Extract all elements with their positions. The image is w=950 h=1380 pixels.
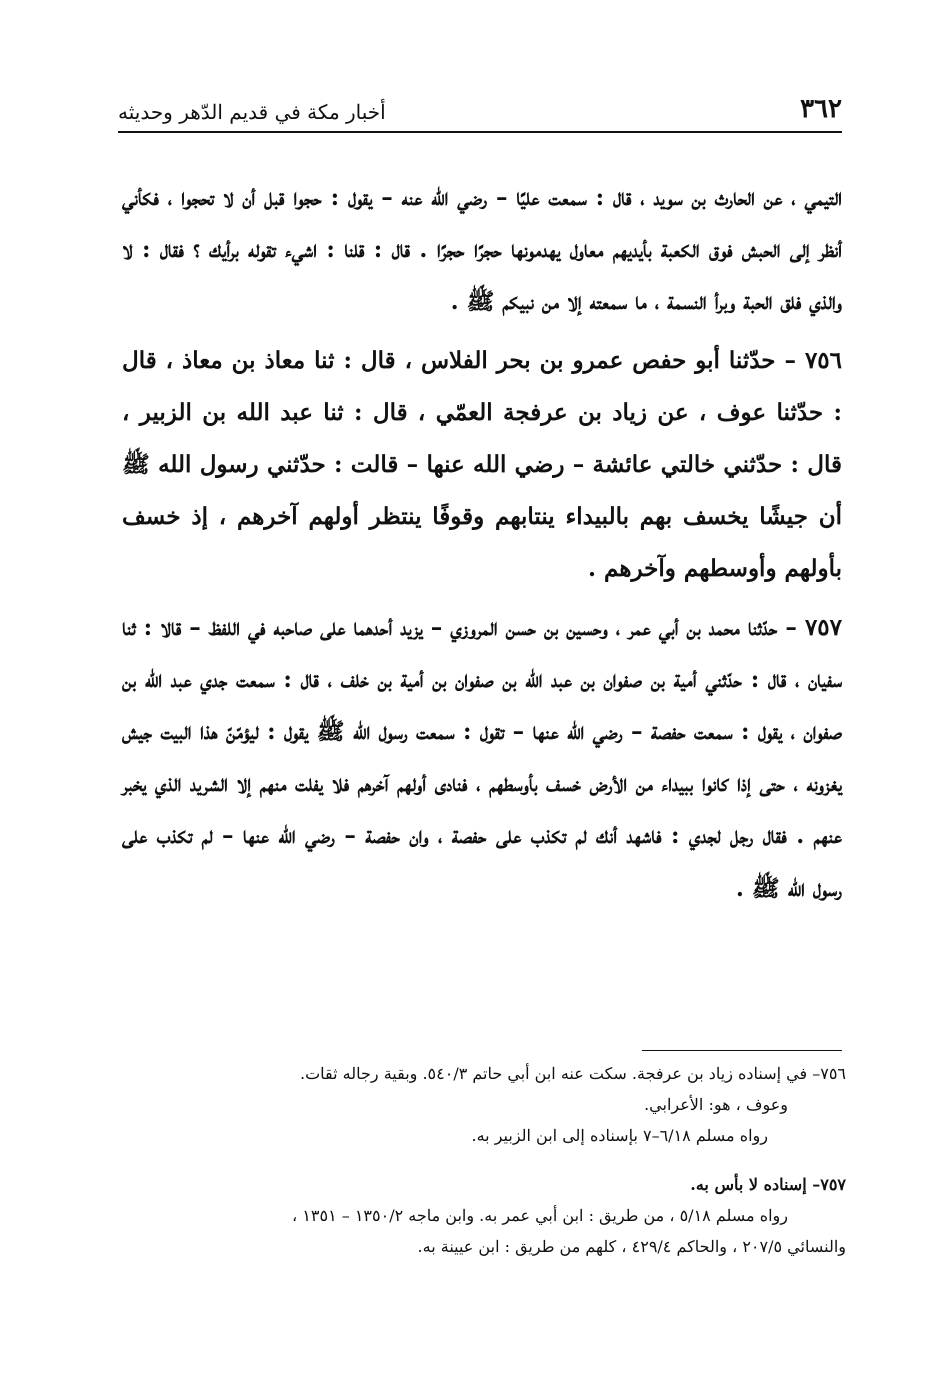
page-number: ٣٦٢ bbox=[800, 94, 842, 124]
footnote-756-line-1: ٧٥٦– في إسناده زياد بن عرفجة. سكت عنه ابن أبي حاتم ٥٤٠/٣. وبقية رجاله ثقات. bbox=[300, 1064, 846, 1083]
footnote-756-line-3: رواه مسلم ٦/١٨–٧ بإسناده إلى ابن الزبير به. bbox=[471, 1126, 768, 1145]
footnote-757-line-3: والنسائي ٢٠٧/٥ ، والحاكم ٤٢٩/٤ ، كلهم من طريق : ابن عيينة به. bbox=[417, 1237, 846, 1256]
header-divider bbox=[118, 131, 842, 133]
paragraph-continuation: التيمي ، عن الحارث بن سويد ، قال : سمعت عليًا – رضي الله عنه – يقول : حجوا قبل أن لا تحجوا ، فكأني أنظر إلى الحبش فوق الكعبة بأيديهم معاول يهدمونها حجرًا حجرًا . قال : قلنا : اشيء تقوله برأيك ؟ فقال : لا والذي فلق الحبة وبرأ النسمة ، ما سمعته إلا من نبيكم ﷺ . bbox=[122, 184, 842, 316]
hadith-757: ٧٥٧ – حدّثنا محمد بن أبي عمر ، وحسين بن حسن المروزي – يزيد أحدهما على صاحبه في اللفظ – قالا : ثنا سفيان ، قال : حدّثني أمية بن صفوان بن عبد الله بن صفوان بن أمية بن خلف ، قال : سمعت جدي عبد الله بن صفوان ، يقول : سمعت حفصة – رضي الله عنها – تقول : سمعت رسول الله ﷺ يقول : ليؤمّنّ هذا البيت جيش يغزونه ، حتى إذا كانوا ببيداء من الأرض خسف بأوسطهم ، فنادى أولهم آخرهم فلا يفلت منهم إلا الشريد الذي يخبر عنهم . فقال رجل لجدي : فاشهد أنك لم تكذب على حفصة ، وان حفصة – رضي الله عنها – لم تكذب على رسول الله ﷺ . bbox=[122, 613, 842, 902]
page-header bbox=[118, 88, 842, 124]
footnote-spacer bbox=[118, 1151, 846, 1169]
footnote-757-line-1: ٧٥٧– إسناده لا بأس به. bbox=[690, 1175, 846, 1194]
footnotes bbox=[118, 1058, 846, 1262]
footnote-divider bbox=[642, 1050, 842, 1051]
footnote-757-line-2: رواه مسلم ٥/١٨ ، من طريق : ابن أبي عمر به. وابن ماجه ١٣٥٠/٢ – ١٣٥١ ، bbox=[292, 1206, 788, 1225]
running-title: أخبار مكة في قديم الدّهر وحديثه bbox=[118, 100, 386, 124]
hadith-756: ٧٥٦ – حدّثنا أبو حفص عمرو بن بحر الفلاس ، قال : ثنا معاذ بن معاذ ، قال : حدّثنا عوف ، عن زياد بن عرفجة العمّي ، قال : ثنا عبد الله بن الزبير ، قال : حدّثني خالتي عائشة – رضي الله عنها – قالت : حدّثني رسول الله ﷺ أن جيشًا يخسف بهم بالبيداء ينتابهم وقوفًا ينتظر أولهم آخرهم ، إذ خسف بأولهم وأوسطهم وآخرهم . bbox=[122, 346, 842, 583]
footnote-756-line-2: وعوف ، هو: الأعرابي. bbox=[644, 1095, 788, 1114]
main-text bbox=[122, 172, 842, 915]
